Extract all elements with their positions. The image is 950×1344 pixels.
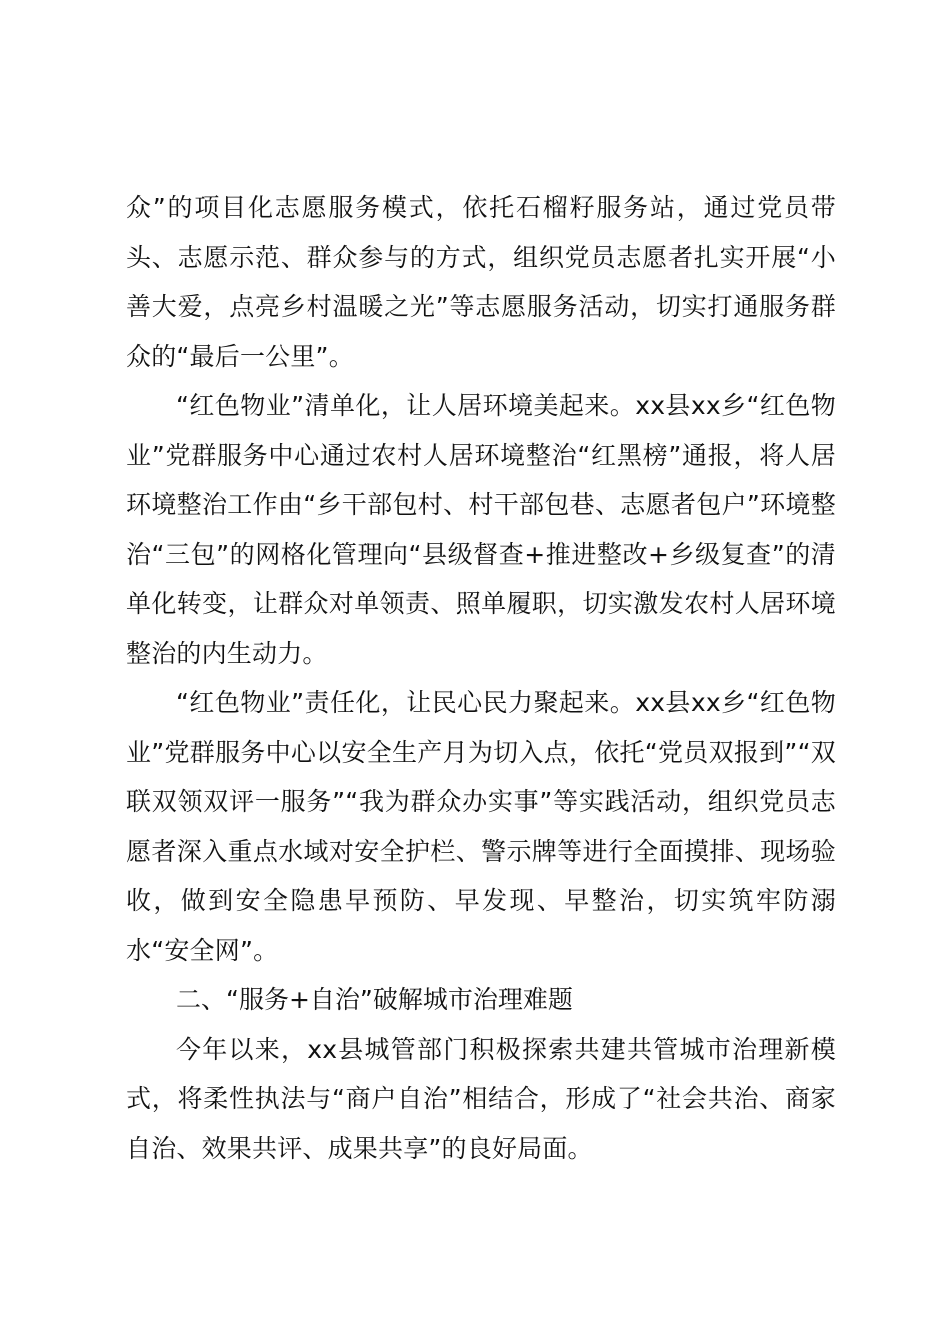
section-heading: 二、“服务+自治”破解城市治理难题 (176, 985, 573, 1014)
paragraph-checklist-environment: “红色物业”清单化，让人居环境美起来。xx县xx乡“红色物业”党群服务中心通过农村人居环境整治“红黑榜”通报，将人居环境整治工作由“乡干部包村、村干部包巷、志愿者包户”环境整治“三包”的网格化管理向“县级督查+推进整改+乡级复查”的清单化转变，让群众对单领责、照单履职，切实激发农村人居环境整治的内生动力。 (126, 391, 836, 668)
paragraph-responsibility-safety: “红色物业”责任化，让民心民力聚起来。xx县xx乡“红色物业”党群服务中心以安全生产月为切入点，依托“党员双报到”“双联双领双评一服务”“我为群众办实事”等实践活动，组织党员志愿者深入重点水域对安全护栏、警示牌等进行全面摸排、现场验收，做到安全隐患早预防、早发现、早整治，切实筑牢防溺水“安全网”。 (126, 688, 836, 965)
paragraph-volunteer-service: 众”的项目化志愿服务模式，依托石榴籽服务站，通过党员带头、志愿示范、群众参与的方式，组织党员志愿者扎实开展“小善大爱，点亮乡村温暖之光”等志愿服务活动，切实打通服务群众的“最后一公里”。 (126, 193, 836, 371)
paragraph-city-governance: 今年以来，xx县城管部门积极探索共建共管城市治理新模式，将柔性执法与“商户自治”相结合，形成了“社会共治、商家自治、效果共评、成果共享”的良好局面。 (126, 1034, 836, 1163)
document-body (126, 183, 836, 1173)
